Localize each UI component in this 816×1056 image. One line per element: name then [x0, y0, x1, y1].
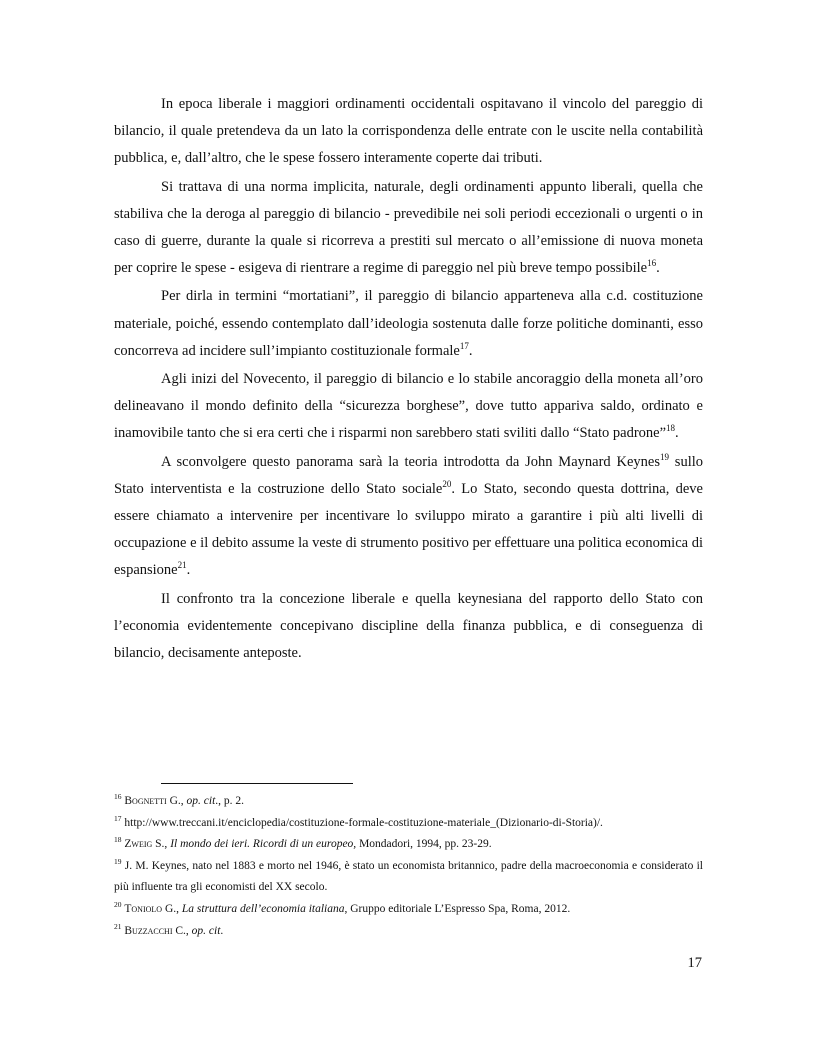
footnote	[114, 899, 703, 921]
text-run: .	[468, 342, 473, 359]
text-run: C.,	[172, 924, 192, 937]
author-name: Zweig	[124, 838, 153, 851]
text-run: Il confronto tra la concezione liberale e quella keynesiana del rapporto dello Stato con l’economia evidentemente concepivano discipline della finanza pubblica, e di conseguenza di bilancio, decisamente anteposte.	[114, 590, 703, 662]
text-run: sullo Stato interventista e la costruzione dello Stato sociale	[114, 453, 703, 497]
text-run: Agli inizi del Novecento, il pareggio di bilancio e lo stabile ancoraggio della moneta all’oro delineavano il mondo definito della “sicurezza borghese”, dove tutto appariva saldo, ordinato e inamovibile tanto che si era certi che i risparmi non sarebbero stati sviliti dallo “Stato padrone”	[114, 371, 703, 442]
body-text	[114, 91, 703, 667]
footnote-ref: 21	[177, 560, 187, 571]
author-name: Bognetti	[124, 795, 167, 807]
text-run: Mondadori, 1994, pp. 23-29.	[356, 838, 492, 851]
footnote-ref: 19	[659, 451, 669, 462]
italic-text: Il mondo dei ieri. Ricordi di un europeo,	[170, 838, 357, 851]
text-run: G.,	[162, 902, 182, 915]
footnote	[114, 834, 703, 856]
paragraph	[114, 283, 703, 365]
footnote	[114, 856, 703, 899]
text-run: .	[220, 924, 224, 937]
italic-text: La struttura dell’economia italiana	[181, 902, 345, 915]
text-run: ., p. 2.	[215, 795, 245, 807]
paragraph	[114, 174, 703, 283]
text-run: http://www.treccani.it/enciclopedia/costituzione-formale-costituzione-materiale_(Dizionario-di-Storia)/.	[121, 816, 603, 829]
text-run: A sconvolgere questo panorama sarà la teoria introdotta da John Maynard Keynes	[161, 453, 660, 470]
footnote-ref: 17	[459, 341, 469, 351]
footnote-ref: 19	[114, 856, 122, 866]
page-number: 17	[687, 955, 702, 971]
footnote-ref: 20	[114, 900, 122, 910]
paragraph	[114, 586, 703, 668]
footnote	[114, 921, 703, 943]
footnote-ref: 16	[114, 792, 122, 802]
paragraph	[114, 366, 703, 448]
footnote-ref: 17	[114, 813, 122, 823]
footnote-ref: 18	[666, 423, 676, 434]
text-run: Per dirla in termini “mortatiani”, il pareggio di bilancio apparteneva alla c.d. costituzione materiale, poiché, essendo contemplato dall’ideologia sostenuta dalle forze politiche dominanti, esso concorreva ad incidere sull’impianto costituzionale formale	[114, 288, 703, 359]
text-run: J. M. Keynes, nato nel 1883 e morto nel 1946, è stato un economista britannico, padre della macroeconomia e considerato il più influente tra gli economisti del XX secolo.	[114, 859, 703, 894]
author-name: Toniolo	[124, 902, 163, 915]
footnotes	[114, 791, 703, 942]
text-run: In epoca liberale i maggiori ordinamenti occidentali ospitavano il vincolo del pareggio di bilancio, il quale pretendeva da un lato la corrispondenza delle entrate con le uscite nella contabilità pubblica, e, dall’altro, che le spese fossero interamente coperte dai tributi.	[114, 96, 703, 167]
text-run: , Gruppo editoriale L’Espresso Spa, Roma, 2012.	[344, 902, 571, 915]
footnote	[114, 791, 703, 813]
footnote-ref: 16	[647, 258, 657, 269]
text-run: G.,	[166, 795, 187, 807]
italic-text: op. cit	[186, 795, 216, 807]
text-run: . Lo Stato, secondo questa dottrina, deve essere chiamato a intervenire per incentivare lo sviluppo mirato a garantire i più alti livelli di occupazione e il debito assume la veste di strumento positivo per effettuare una politica economica di espansione	[114, 480, 703, 579]
text-run: Si trattava di una norma implicita, naturale, degli ordinamenti appunto liberali, quella che stabiliva che la deroga al pareggio di bilancio - prevedibile nei soli periodi eccezionali o urgenti o in caso di guerre, durante la quale si ricorreva a prestiti sul mercato o all’emissione di nuova moneta per coprire le spese - esigeva di rientrare a regime di pareggio nel più breve tempo possibile	[114, 178, 703, 277]
paragraph	[114, 91, 703, 173]
footnote-ref: 20	[442, 479, 452, 490]
author-name: Buzzacchi	[124, 924, 173, 937]
text-run: .	[675, 425, 679, 442]
footnote-ref: 21	[114, 921, 122, 931]
italic-text: op. cit	[191, 924, 221, 937]
text-run: .	[186, 562, 191, 579]
footnote-ref: 18	[114, 835, 122, 845]
text-run: .	[656, 260, 660, 277]
footnote	[114, 813, 703, 835]
text-run: S.,	[152, 838, 171, 851]
paragraph	[114, 449, 703, 585]
footnote-separator	[161, 783, 353, 784]
